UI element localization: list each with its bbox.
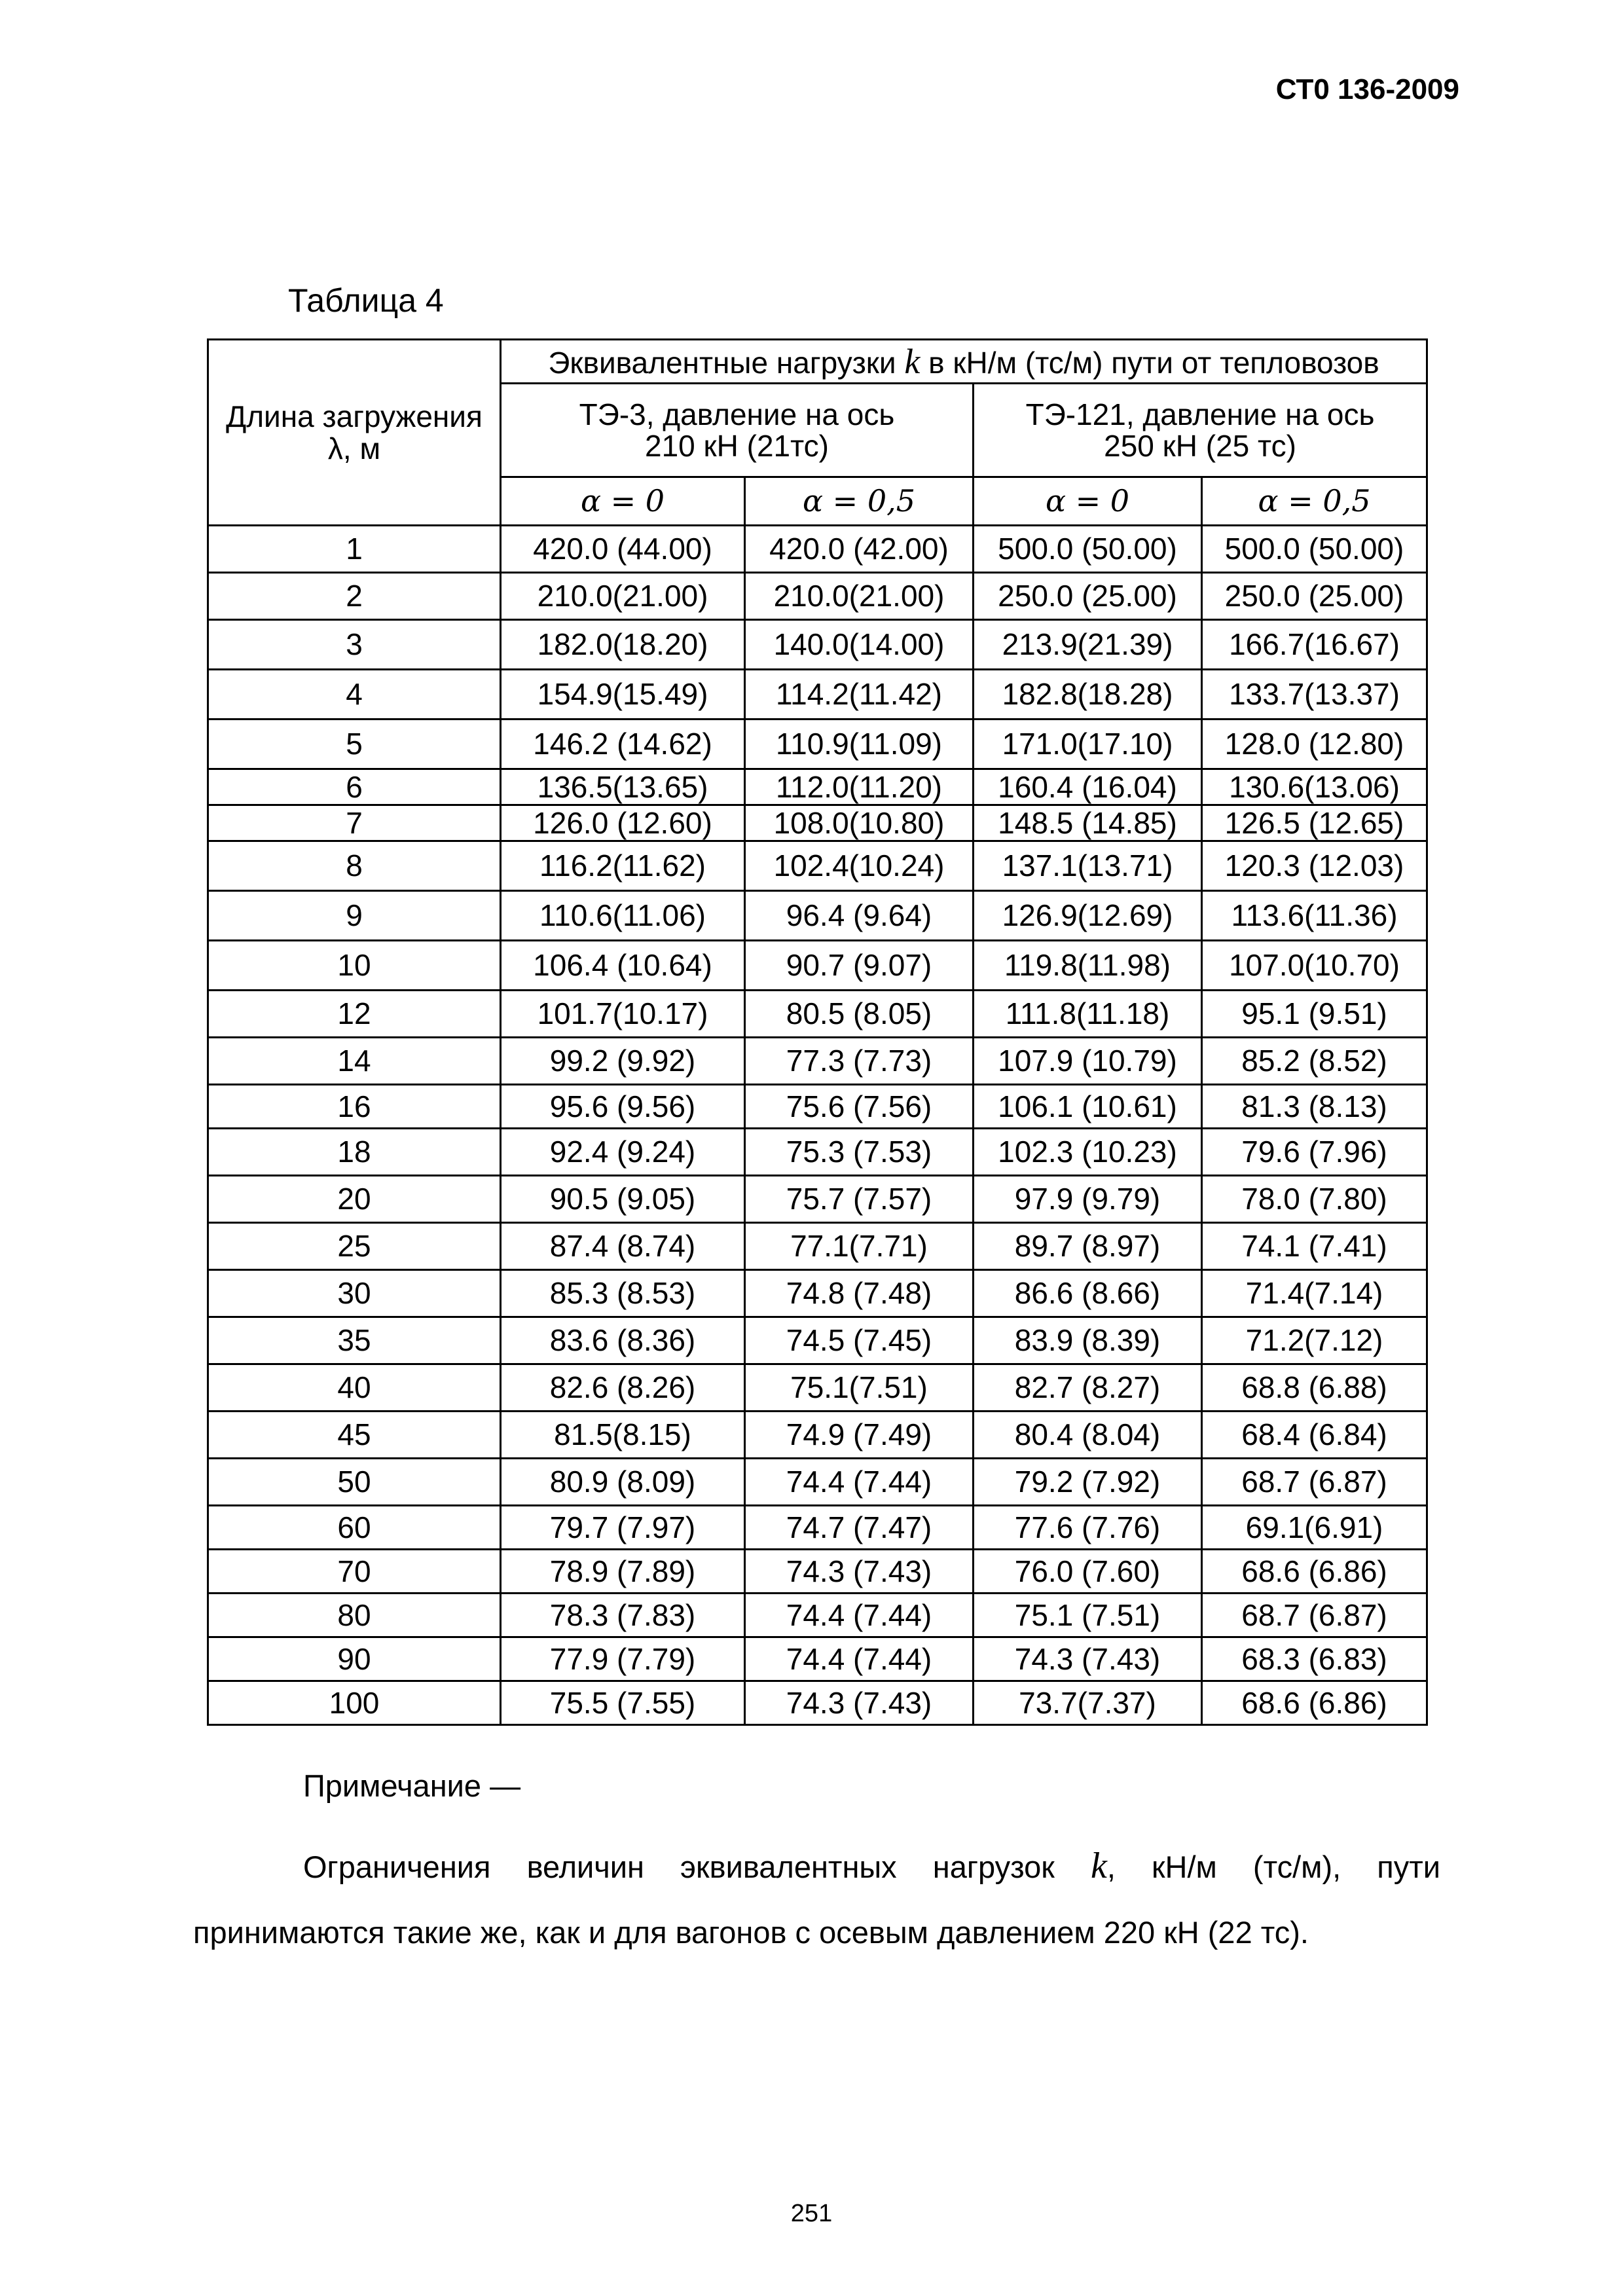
load-value-cell: 89.7 (8.97) [974,1223,1202,1270]
row-header [208,340,501,526]
table-row [208,1129,1427,1176]
load-value-cell: 99.2 (9.92) [501,1038,745,1085]
load-value-cell: 148.5 (14.85) [974,805,1202,841]
length-cell: 2 [208,573,501,620]
load-value-cell: 81.3 (8.13) [1202,1085,1427,1129]
table-row [208,805,1427,841]
load-value-cell: 140.0(14.00) [745,620,974,670]
table-row [208,891,1427,941]
alpha-header: α = 0 [974,477,1202,526]
note-text: Ограничения величин эквивалентных нагрузок [303,1850,1091,1884]
table-row [208,841,1427,891]
length-cell: 7 [208,805,501,841]
document-code: СТ0 136-2009 [1275,73,1459,105]
load-value-cell: 95.1 (9.51) [1202,991,1427,1038]
table-caption: Таблица 4 [288,282,444,319]
load-value-cell: 110.6(11.06) [501,891,745,941]
load-value-cell: 171.0(17.10) [974,720,1202,769]
load-value-cell: 75.1(7.51) [745,1364,974,1412]
load-value-cell: 80.9 (8.09) [501,1459,745,1506]
load-value-cell: 108.0(10.80) [745,805,974,841]
load-value-cell: 78.0 (7.80) [1202,1176,1427,1223]
load-value-cell: 420.0 (44.00) [501,526,745,573]
load-value-cell: 74.4 (7.44) [745,1637,974,1681]
length-cell: 9 [208,891,501,941]
load-value-cell: 80.4 (8.04) [974,1412,1202,1459]
load-value-cell: 83.9 (8.39) [974,1317,1202,1364]
row-header-title: Длина загружения [226,399,483,434]
loco-te121-axle-load: 250 кН (25 тс) [1104,429,1296,463]
length-cell: 4 [208,670,501,720]
load-value-cell: 146.2 (14.62) [501,720,745,769]
group-header-text: Эквивалентные нагрузки [548,345,905,380]
length-cell: 6 [208,769,501,805]
load-value-cell: 210.0(21.00) [501,573,745,620]
load-value-cell: 81.5(8.15) [501,1412,745,1459]
table-row [208,1412,1427,1459]
load-value-cell: 74.4 (7.44) [745,1459,974,1506]
length-cell: 40 [208,1364,501,1412]
length-cell: 25 [208,1223,501,1270]
table-row [208,1594,1427,1637]
load-value-cell: 136.5(13.65) [501,769,745,805]
table-row [208,1637,1427,1681]
load-value-cell: 74.8 (7.48) [745,1270,974,1317]
note-text-end: , кН/м (тс/м), пути принимаются такие же, как и для вагонов с осевым давлением 220 кН (22 тс). [193,1850,1440,1950]
length-cell: 35 [208,1317,501,1364]
note-title: Примечание — [303,1768,521,1803]
table-row [208,620,1427,670]
page-number: 251 [790,2200,833,2227]
load-value-cell: 79.2 (7.92) [974,1459,1202,1506]
load-value-cell: 68.4 (6.84) [1202,1412,1427,1459]
length-cell: 50 [208,1459,501,1506]
table-row [208,769,1427,805]
load-value-cell: 73.7(7.37) [974,1681,1202,1725]
load-value-cell: 68.7 (6.87) [1202,1594,1427,1637]
row-header-unit: λ, м [327,431,381,465]
load-value-cell: 86.6 (8.66) [974,1270,1202,1317]
load-value-cell: 119.8(11.98) [974,941,1202,991]
load-value-cell: 77.1(7.71) [745,1223,974,1270]
load-value-cell: 126.5 (12.65) [1202,805,1427,841]
table-row [208,573,1427,620]
table-row [208,1317,1427,1364]
load-value-cell: 133.7(13.37) [1202,670,1427,720]
length-cell: 14 [208,1038,501,1085]
length-cell: 90 [208,1637,501,1681]
load-value-cell: 85.3 (8.53) [501,1270,745,1317]
length-cell: 80 [208,1594,501,1637]
load-value-cell: 160.4 (16.04) [974,769,1202,805]
length-cell: 1 [208,526,501,573]
load-value-cell: 74.5 (7.45) [745,1317,974,1364]
loco-te121-header [974,384,1427,477]
loco-te3-axle-load: 210 кН (21тс) [644,429,829,463]
length-cell: 100 [208,1681,501,1725]
length-cell: 8 [208,841,501,891]
load-value-cell: 82.7 (8.27) [974,1364,1202,1412]
load-value-cell: 102.3 (10.23) [974,1129,1202,1176]
group-header [501,340,1427,384]
length-cell: 5 [208,720,501,769]
load-value-cell: 166.7(16.67) [1202,620,1427,670]
load-value-cell: 87.4 (8.74) [501,1223,745,1270]
load-value-cell: 210.0(21.00) [745,573,974,620]
table-row [208,1459,1427,1506]
table-row [208,1223,1427,1270]
length-cell: 12 [208,991,501,1038]
load-value-cell: 97.9 (9.79) [974,1176,1202,1223]
load-value-cell: 71.2(7.12) [1202,1317,1427,1364]
load-value-cell: 68.7 (6.87) [1202,1459,1427,1506]
length-cell: 30 [208,1270,501,1317]
load-value-cell: 120.3 (12.03) [1202,841,1427,891]
load-value-cell: 69.1(6.91) [1202,1506,1427,1550]
load-value-cell: 130.6(13.06) [1202,769,1427,805]
load-value-cell: 107.0(10.70) [1202,941,1427,991]
load-value-cell: 76.0 (7.60) [974,1550,1202,1594]
load-value-cell: 137.1(13.71) [974,841,1202,891]
load-value-cell: 112.0(11.20) [745,769,974,805]
load-value-cell: 85.2 (8.52) [1202,1038,1427,1085]
table-row [208,991,1427,1038]
note-body [193,1833,1440,1965]
alpha-header: α = 0,5 [1202,477,1427,526]
load-value-cell: 75.7 (7.57) [745,1176,974,1223]
load-value-cell: 90.7 (9.07) [745,941,974,991]
load-value-cell: 74.9 (7.49) [745,1412,974,1459]
load-value-cell: 71.4(7.14) [1202,1270,1427,1317]
load-value-cell: 154.9(15.49) [501,670,745,720]
load-value-cell: 213.9(21.39) [974,620,1202,670]
loco-te3-header [501,384,974,477]
load-value-cell: 68.3 (6.83) [1202,1637,1427,1681]
load-value-cell: 74.7 (7.47) [745,1506,974,1550]
table-row [208,720,1427,769]
load-value-cell: 68.6 (6.86) [1202,1681,1427,1725]
load-value-cell: 106.4 (10.64) [501,941,745,991]
table-row [208,1550,1427,1594]
load-value-cell: 68.6 (6.86) [1202,1550,1427,1594]
load-value-cell: 75.5 (7.55) [501,1681,745,1725]
load-value-cell: 74.1 (7.41) [1202,1223,1427,1270]
load-value-cell: 420.0 (42.00) [745,526,974,573]
load-value-cell: 74.3 (7.43) [745,1550,974,1594]
load-value-cell: 113.6(11.36) [1202,891,1427,941]
table-row [208,1176,1427,1223]
load-value-cell: 95.6 (9.56) [501,1085,745,1129]
length-cell: 70 [208,1550,501,1594]
length-cell: 3 [208,620,501,670]
table-row [208,941,1427,991]
equivalent-loads-table [207,338,1428,1726]
load-value-cell: 250.0 (25.00) [1202,573,1427,620]
load-value-cell: 102.4(10.24) [745,841,974,891]
load-value-cell: 126.9(12.69) [974,891,1202,941]
k-symbol: k [1090,1846,1107,1886]
load-value-cell: 101.7(10.17) [501,991,745,1038]
table-row [208,1506,1427,1550]
load-value-cell: 75.6 (7.56) [745,1085,974,1129]
length-cell: 16 [208,1085,501,1129]
load-value-cell: 182.0(18.20) [501,620,745,670]
length-cell: 45 [208,1412,501,1459]
load-value-cell: 68.8 (6.88) [1202,1364,1427,1412]
load-value-cell: 111.8(11.18) [974,991,1202,1038]
load-value-cell: 78.9 (7.89) [501,1550,745,1594]
loco-te3-title: ТЭ-3, давление на ось [579,397,895,431]
load-value-cell: 75.1 (7.51) [974,1594,1202,1637]
length-cell: 10 [208,941,501,991]
table-row [208,1364,1427,1412]
load-value-cell: 250.0 (25.00) [974,573,1202,620]
load-value-cell: 78.3 (7.83) [501,1594,745,1637]
table-row [208,1270,1427,1317]
loco-te121-title: ТЭ-121, давление на ось [1025,397,1375,431]
load-value-cell: 92.4 (9.24) [501,1129,745,1176]
alpha-header: α = 0,5 [745,477,974,526]
load-value-cell: 80.5 (8.05) [745,991,974,1038]
load-value-cell: 82.6 (8.26) [501,1364,745,1412]
table-row [208,670,1427,720]
table-row [208,1038,1427,1085]
group-header-text-end: в кН/м (тс/м) пути от тепловозов [920,345,1379,380]
length-cell: 60 [208,1506,501,1550]
load-value-cell: 83.6 (8.36) [501,1317,745,1364]
load-value-cell: 500.0 (50.00) [974,526,1202,573]
alpha-header: α = 0 [501,477,745,526]
load-value-cell: 116.2(11.62) [501,841,745,891]
load-value-cell: 128.0 (12.80) [1202,720,1427,769]
load-value-cell: 77.3 (7.73) [745,1038,974,1085]
load-value-cell: 74.3 (7.43) [745,1681,974,1725]
table-row [208,526,1427,573]
load-value-cell: 110.9(11.09) [745,720,974,769]
load-value-cell: 79.7 (7.97) [501,1506,745,1550]
load-value-cell: 77.6 (7.76) [974,1506,1202,1550]
load-value-cell: 106.1 (10.61) [974,1085,1202,1129]
table-row [208,1085,1427,1129]
load-value-cell: 79.6 (7.96) [1202,1129,1427,1176]
load-value-cell: 126.0 (12.60) [501,805,745,841]
load-value-cell: 114.2(11.42) [745,670,974,720]
k-symbol: k [904,341,921,381]
load-value-cell: 77.9 (7.79) [501,1637,745,1681]
length-cell: 20 [208,1176,501,1223]
load-value-cell: 75.3 (7.53) [745,1129,974,1176]
load-value-cell: 74.4 (7.44) [745,1594,974,1637]
load-value-cell: 90.5 (9.05) [501,1176,745,1223]
load-value-cell: 182.8(18.28) [974,670,1202,720]
length-cell: 18 [208,1129,501,1176]
load-value-cell: 107.9 (10.79) [974,1038,1202,1085]
load-value-cell: 96.4 (9.64) [745,891,974,941]
load-value-cell: 500.0 (50.00) [1202,526,1427,573]
table-row [208,1681,1427,1725]
load-value-cell: 74.3 (7.43) [974,1637,1202,1681]
